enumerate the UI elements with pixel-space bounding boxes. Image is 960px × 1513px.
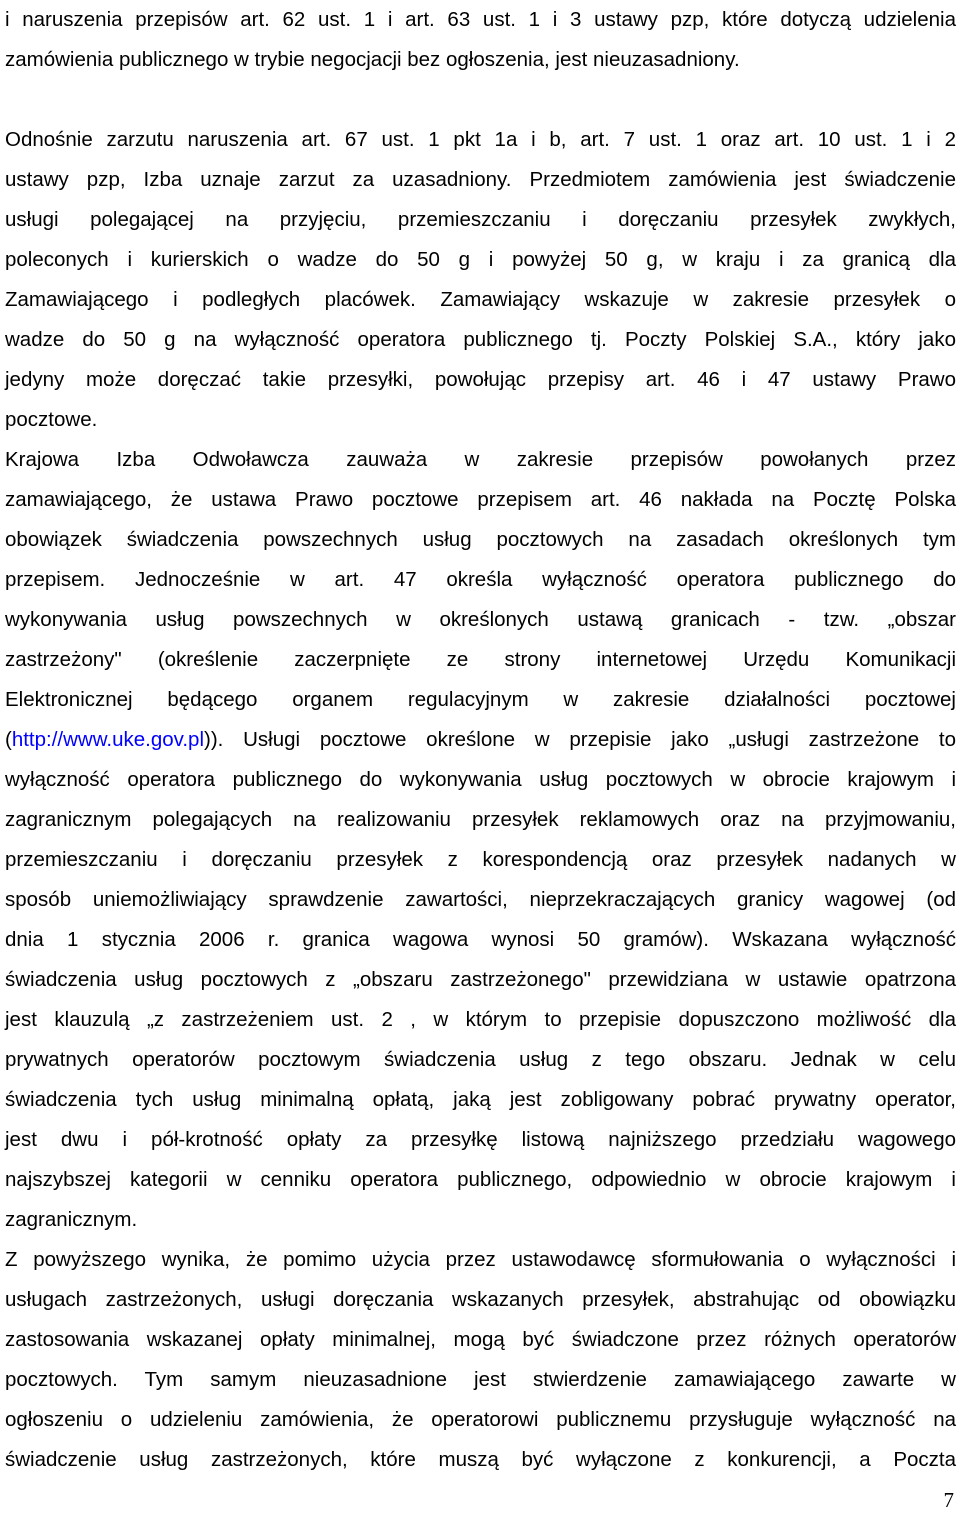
text-line: Zamawiającego i podległych placówek. Zamawiający wskazuje w zakresie przesyłek o: [5, 288, 956, 311]
text-line: sposób uniemożliwiający sprawdzenie zawartości, nieprzekraczających granicy wagowej (od: [5, 888, 956, 911]
text-line: Odnośnie zarzutu naruszenia art. 67 ust. 1 pkt 1a i b, art. 7 ust. 1 oraz art. 10 ust. 1 i 2: [5, 128, 956, 151]
text-line: jest dwu i pół-krotność opłaty za przesyłkę listową najniższego przedziału wagowego: [5, 1128, 956, 1151]
text-line: ogłoszeniu o udzieleniu zamówienia, że operatorowi publicznemu przysługuje wyłączność na: [5, 1408, 956, 1431]
text-line: usługi polegającej na przyjęciu, przemieszczaniu i doręczaniu przesyłek zwykłych,: [5, 208, 956, 231]
text-line: zamawiającego, że ustawa Prawo pocztowe przepisem art. 46 nakłada na Pocztę Polska: [5, 488, 956, 511]
text-line: jedyny może doręczać takie przesyłki, powołując przepisy art. 46 i 47 ustawy Prawo: [5, 368, 956, 391]
uke-link[interactable]: http://www.uke.gov.pl: [11, 728, 205, 751]
text-line: Elektronicznej będącego organem regulacyjnym w zakresie działalności pocztowej: [5, 688, 956, 711]
text-line: zastrzeżony" (określenie zaczerpnięte ze strony internetowej Urzędu Komunikacji: [5, 648, 956, 671]
blank-line: [5, 80, 956, 120]
text-line: zastosowania wskazanej opłaty minimalnej, mogą być świadczone przez różnych operatorów: [5, 1328, 956, 1351]
text-line: poleconych i kurierskich o wadze do 50 g i powyżej 50 g, w kraju i za granicą dla: [5, 248, 956, 271]
page-number: 7: [943, 1488, 954, 1512]
text-line: świadczenia usług pocztowych z „obszaru zastrzeżonego" przewidziana w ustawie opatrzona: [5, 968, 956, 991]
text-line: zamówienia publicznego w trybie negocjacji bez ogłoszenia, jest nieuzasadniony.: [5, 48, 740, 71]
text-line: zagranicznym polegających na realizowaniu przesyłek reklamowych oraz na przyjmowaniu,: [5, 808, 956, 831]
text-line: Krajowa Izba Odwoławcza zauważa w zakresie przepisów powołanych przez: [5, 448, 956, 471]
text-line: obowiązek świadczenia powszechnych usług pocztowych na zasadach określonych tym: [5, 528, 956, 551]
text-line: usługach zastrzeżonych, usługi doręczania wskazanych przesyłek, abstrahując od obowiązku: [5, 1288, 956, 1311]
open-paren: (: [5, 728, 12, 751]
text-line: wykonywania usług powszechnych w określonych ustawą granicach - tzw. „obszar: [5, 608, 956, 631]
text-line: i naruszenia przepisów art. 62 ust. 1 i art. 63 ust. 1 i 3 ustawy pzp, które dotyczą udzielenia: [5, 8, 956, 31]
text-line: najszybszej kategorii w cenniku operatora publicznego, odpowiednio w obrocie krajowym i: [5, 1168, 956, 1191]
text-line: świadczenie usług zastrzeżonych, które muszą być wyłączone z konkurencji, a Poczta: [5, 1448, 956, 1471]
text-line: Z powyższego wynika, że pomimo użycia przez ustawodawcę sformułowania o wyłączności i: [5, 1248, 956, 1271]
text-line-with-link: [5, 720, 956, 760]
document-body: [5, 0, 956, 1480]
text-line: pocztowych. Tym samym nieuzasadnione jest stwierdzenie zamawiającego zawarte w: [5, 1368, 956, 1391]
line-rest: )). Usługi pocztowe określone w przepisie jako „usługi zastrzeżone to: [204, 728, 956, 751]
text-line: wadze do 50 g na wyłączność operatora publicznego tj. Poczty Polskiej S.A., który jako: [5, 328, 956, 351]
text-line: pocztowe.: [5, 408, 98, 431]
text-line: świadczenia tych usług minimalną opłatą, jaką jest zobligowany pobrać prywatny operator,: [5, 1088, 956, 1111]
text-line: przemieszczaniu i doręczaniu przesyłek z korespondencją oraz przesyłek nadanych w: [5, 848, 956, 871]
text-line: przepisem. Jednocześnie w art. 47 określa wyłączność operatora publicznego do: [5, 568, 956, 591]
text-line: dnia 1 stycznia 2006 r. granica wagowa wynosi 50 gramów). Wskazana wyłączność: [5, 928, 956, 951]
text-line: wyłączność operatora publicznego do wykonywania usług pocztowych w obrocie krajowym i: [5, 768, 956, 791]
text-line: jest klauzulą „z zastrzeżeniem ust. 2 , w którym to przepisie dopuszczono możliwość dla: [5, 1008, 956, 1031]
text-line: zagranicznym.: [5, 1208, 138, 1231]
text-line: ustawy pzp, Izba uznaje zarzut za uzasadniony. Przedmiotem zamówienia jest świadczenie: [5, 168, 956, 191]
text-line: prywatnych operatorów pocztowym świadczenia usług z tego obszaru. Jednak w celu: [5, 1048, 956, 1071]
